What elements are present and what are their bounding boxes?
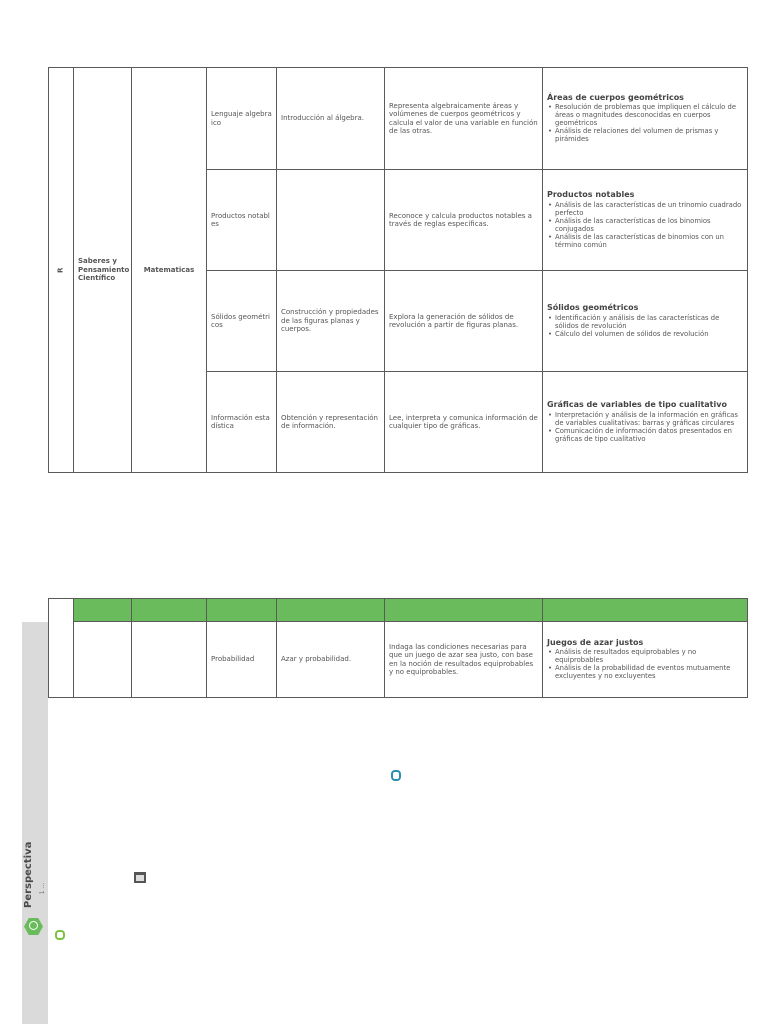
curriculum-table <box>48 67 748 473</box>
contenido-title: Gráficas de variables de tipo cualitativo <box>547 400 727 410</box>
subject-cell <box>132 622 207 698</box>
list-item: • Análisis de las características de los binomios conjugados <box>555 217 743 233</box>
aprendizaje-cell: Indaga las condiciones necesarias para que un juego de azar sea justo, con base en la noción de resultados equiprobables y no equiprobables. <box>385 622 543 698</box>
bullet-list <box>547 201 743 249</box>
image-placeholder-icon <box>134 872 146 883</box>
aprendizaje-cell: Explora la generación de sólidos de revolución a partir de figuras planas. <box>385 271 543 372</box>
contenido-cell <box>543 170 748 271</box>
tema-cell: Introducción al álgebra. <box>277 68 385 170</box>
list-item: • Análisis de resultados equiprobables y no equiprobables <box>555 648 743 664</box>
list-item: • Comunicación de información datos presentados en gráficas de tipo cualitativo <box>555 427 743 443</box>
eje-cell: Sólidos geométricos <box>207 271 277 372</box>
list-item: • Cálculo del volumen de sólidos de revolución <box>555 330 743 338</box>
contenido-cell <box>543 271 748 372</box>
eje-cell: Probabilidad <box>207 622 277 698</box>
r-column: R <box>49 68 74 473</box>
list-item: • Análisis de relaciones del volumen de prismas y pirámides <box>555 127 743 143</box>
list-item: • Análisis de las características de un trinomio cuadrado perfecto <box>555 201 743 217</box>
header-cell <box>543 599 748 622</box>
ring-icon <box>391 770 401 781</box>
subject-cell: Matematicas <box>132 68 207 473</box>
area-cell <box>74 622 132 698</box>
aprendizaje-cell: Lee, interpreta y comunica información de cualquier tipo de gráficas. <box>385 372 543 473</box>
eje-cell: Lenguaje algebraico <box>207 68 277 170</box>
header-cell <box>385 599 543 622</box>
tema-cell: Construcción y propiedades de las figuras planas y cuerpos. <box>277 271 385 372</box>
table-row <box>49 622 748 698</box>
tema-cell: Obtención y representación de información. <box>277 372 385 473</box>
contenido-cell <box>543 68 748 170</box>
header-cell <box>277 599 385 622</box>
sidebar-sub: 1 ... <box>39 882 47 895</box>
contenido-cell <box>543 622 748 698</box>
list-item: • Identificación y análisis de las características de sólidos de revolución <box>555 314 743 330</box>
tema-cell <box>277 170 385 271</box>
contenido-title: Sólidos geométricos <box>547 303 639 313</box>
sidebar-strip <box>22 622 48 1024</box>
r-column <box>49 599 74 698</box>
ring-icon <box>55 930 65 940</box>
contenido-title: Áreas de cuerpos geométricos <box>547 92 684 102</box>
bullet-list <box>547 411 743 443</box>
bullet-list <box>547 648 743 680</box>
aprendizaje-cell: Representa algebraicamente áreas y volúmenes de cuerpos geométricos y calcula el valor de una variable en función de las otras. <box>385 68 543 170</box>
list-item: • Interpretación y análisis de la información en gráficas de variables cualitativas: barras y gráficas circulares <box>555 411 743 427</box>
list-item: • Análisis de la probabilidad de eventos mutuamente excluyentes y no excluyentes <box>555 664 743 680</box>
contenido-cell <box>543 372 748 473</box>
bullet-list <box>547 314 743 338</box>
tema-cell: Azar y probabilidad. <box>277 622 385 698</box>
aprendizaje-cell: Reconoce y calcula productos notables a través de reglas específicas. <box>385 170 543 271</box>
contenido-title: Productos notables <box>547 190 635 200</box>
table-row <box>49 68 748 170</box>
header-cell <box>207 599 277 622</box>
list-item: • Resolución de problemas que impliquen el cálculo de áreas o magnitudes desconocidas en cuerpos geométricos <box>555 103 743 127</box>
bullet-list <box>547 103 743 143</box>
header-cell <box>132 599 207 622</box>
eje-cell: Productos notables <box>207 170 277 271</box>
area-cell: Saberes y Pensamiento Científico <box>74 68 132 473</box>
header-row <box>49 599 748 622</box>
eje-cell: Información estadística <box>207 372 277 473</box>
curriculum-table-continued <box>48 598 748 698</box>
header-cell <box>74 599 132 622</box>
list-item: • Análisis de las características de binomios con un término común <box>555 233 743 249</box>
contenido-title: Juegos de azar justos <box>547 637 644 647</box>
